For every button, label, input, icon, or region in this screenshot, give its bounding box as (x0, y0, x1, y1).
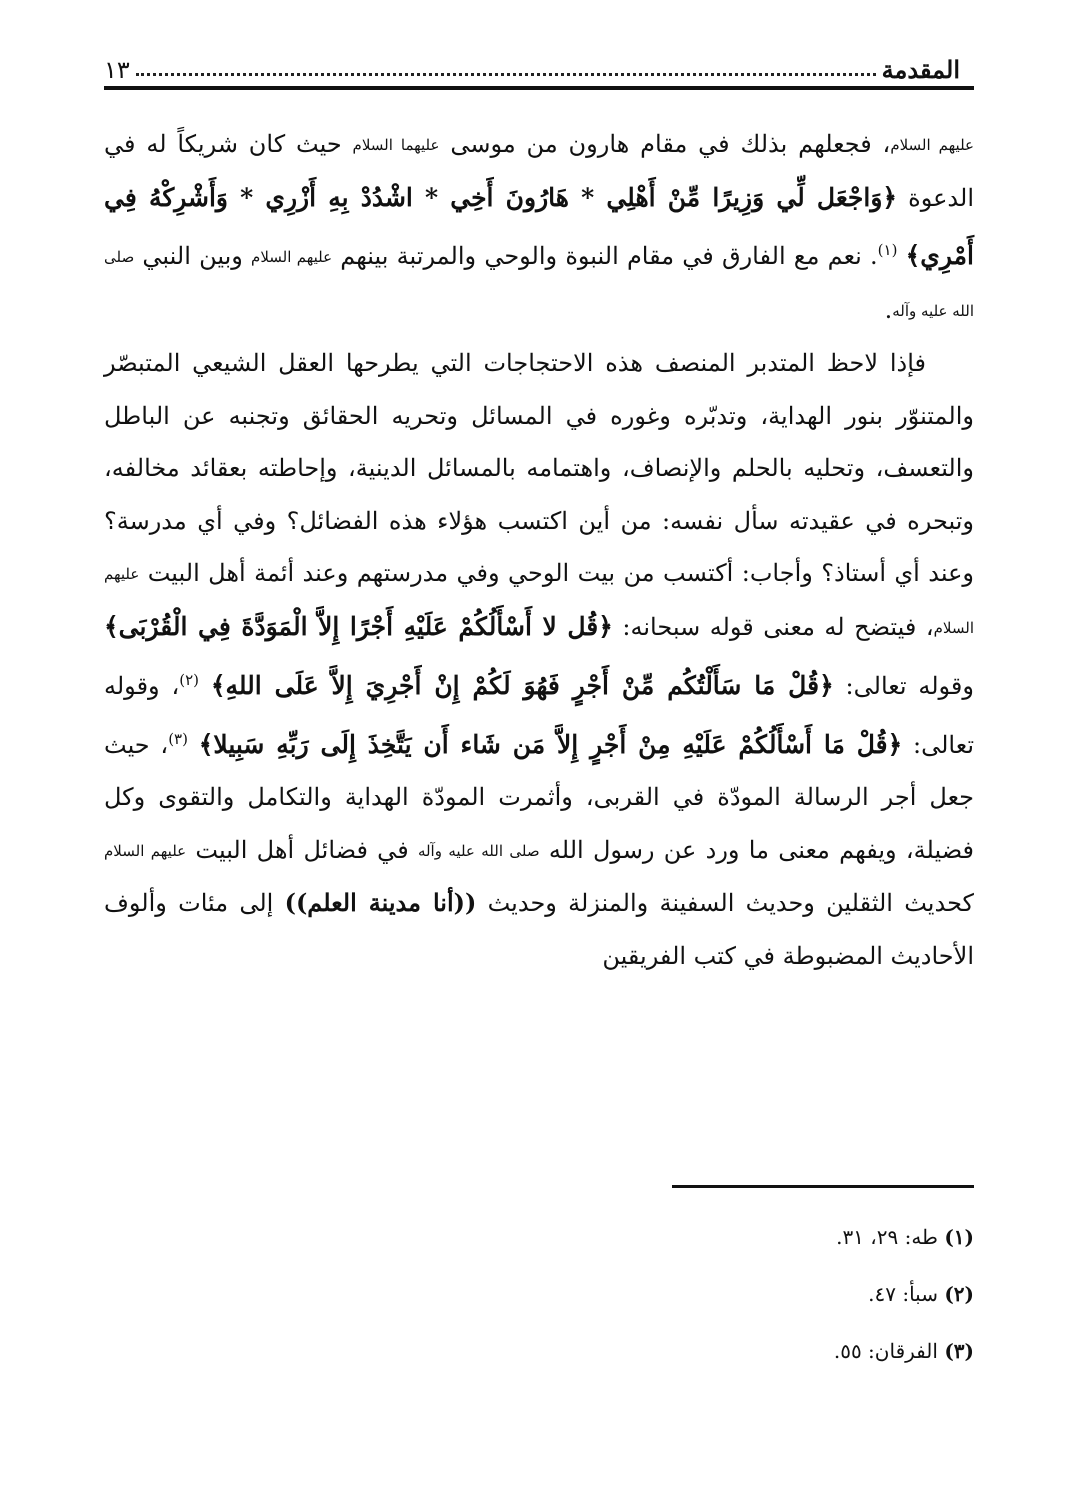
footnote-text: طه: ٢٩، ٣١. (836, 1225, 945, 1249)
quran-quote: ﴿وَاجْعَل لِّي وَزِيرًا مِّنْ أَهْلِي * هَارُونَ أَخِي * اشْدُدْ بِهِ أَزْرِي * وَأَشْرِكْهُ فِي أَمْرِي﴾ (104, 182, 975, 270)
text-run: إلى مئات وألوف الأحاديث المضبوطة في كتب الفريقين (104, 889, 974, 970)
text-run: . نعم مع الفارق في مقام النبوة والوحي والمرتبة بينهم (332, 242, 878, 270)
text-run: حيث كان شريكاً له في الدعوة (104, 130, 974, 212)
honorific: عليهم السلام (251, 248, 333, 266)
text-run: في فضائل أهل البيت (186, 835, 418, 864)
footnote-text: الفرقان: ٥٥. (833, 1339, 945, 1363)
paragraph-1 (104, 118, 974, 337)
main-text (104, 118, 974, 982)
hadith-title: ((أنا مدينة العلم)) (284, 888, 477, 917)
footnote-ref: (١) (877, 241, 898, 259)
text-run: . (884, 295, 893, 324)
chapter-title: المقدمة (881, 55, 960, 84)
quran-quote: ﴿قُل لا أَسْأَلُكُمْ عَلَيْهِ أَجْرًا إِلاَّ الْمَوَدَّةَ فِي الْقُرْبَى﴾ (104, 611, 613, 641)
footnote-text: سبأ: ٤٧. (868, 1282, 945, 1306)
honorific: عليهم السلام (890, 136, 975, 154)
footnote-2 (104, 1275, 974, 1313)
footnote-3 (104, 1332, 974, 1370)
text-run: وقوله تعالى: (833, 672, 974, 700)
running-header (104, 38, 960, 84)
footnote-number: (١) (944, 1225, 974, 1249)
text-run: ، حيث جعل أجر الرسالة المودّة في القربى، وأثمرت المودّة الهداية والتكامل والتقوى وكل فضيلة، ويفهم معنى ما ورد عن رسول الله (104, 730, 974, 864)
footnote-1 (104, 1218, 974, 1256)
honorific: صلى الله عليه وآله (104, 248, 974, 320)
honorific: عليهم السلام (104, 841, 187, 860)
page-number: ١٣ (104, 56, 130, 84)
quran-quote: ﴿قُلْ مَا أَسْأَلُكُمْ عَلَيْهِ مِنْ أَجْرٍ إِلاَّ مَن شَاء أَن يَتَّخِذَ إِلَى رَبِّهِ سَبِيلا﴾ (198, 729, 903, 759)
honorific: عليهم السلام (104, 565, 974, 637)
text-run: وبين النبي (134, 242, 252, 270)
text-run: ، فيتضح له معنى قوله سبحانه: (612, 612, 934, 641)
header-rule (104, 86, 974, 90)
dot-leader (136, 73, 876, 76)
footnote-rule (672, 1185, 974, 1188)
paragraph-2 (104, 337, 974, 982)
footnotes (104, 1218, 974, 1389)
honorific: عليهما السلام (352, 136, 440, 154)
footnote-ref: (٢) (179, 671, 199, 689)
footnote-number: (٢) (944, 1282, 974, 1306)
footnote-ref: (٣) (168, 729, 188, 748)
honorific: صلى الله عليه وآله (417, 841, 540, 860)
text-run: ، فجعلهم بذلك في مقام هارون من موسى (439, 130, 891, 158)
footnote-number: (٣) (944, 1339, 974, 1363)
text-run: ، وقوله تعالى: (104, 672, 975, 759)
text-run: كحديث الثقلين وحديث السفينة والمنزلة وحديث (476, 889, 974, 917)
text-run: فإذا لاحظ المتدبر المنصف هذه الاحتجاجات التي يطرحها العقل الشيعي المتبصّر والمتنوّر بنور الهداية، وتدبّره وغوره في المسائل وتحريه الحقائق وتجنبه عن الباطل والتعسف، وتحليه بالحلم والإنصاف، واهتمامه بالمسائل الدينية، وإحاطته بعقائد مخالفه، وتبحره في عقيدته سأل نفسه: من أين اكتسب هؤلاء هذه الفضائل؟ وفي أي مدرسة؟ وعند أي أستاذ؟ وأجاب: أكتسب من بيت الوحي وفي مدرستهم وعند أئمة أهل البيت (104, 349, 974, 587)
quran-quote: ﴿قُلْ مَا سَأَلْتُكُم مِّنْ أَجْرٍ فَهُوَ لَكُمْ إِنْ أَجْرِيَ إِلاَّ عَلَى اللهِ﴾ (210, 671, 834, 700)
